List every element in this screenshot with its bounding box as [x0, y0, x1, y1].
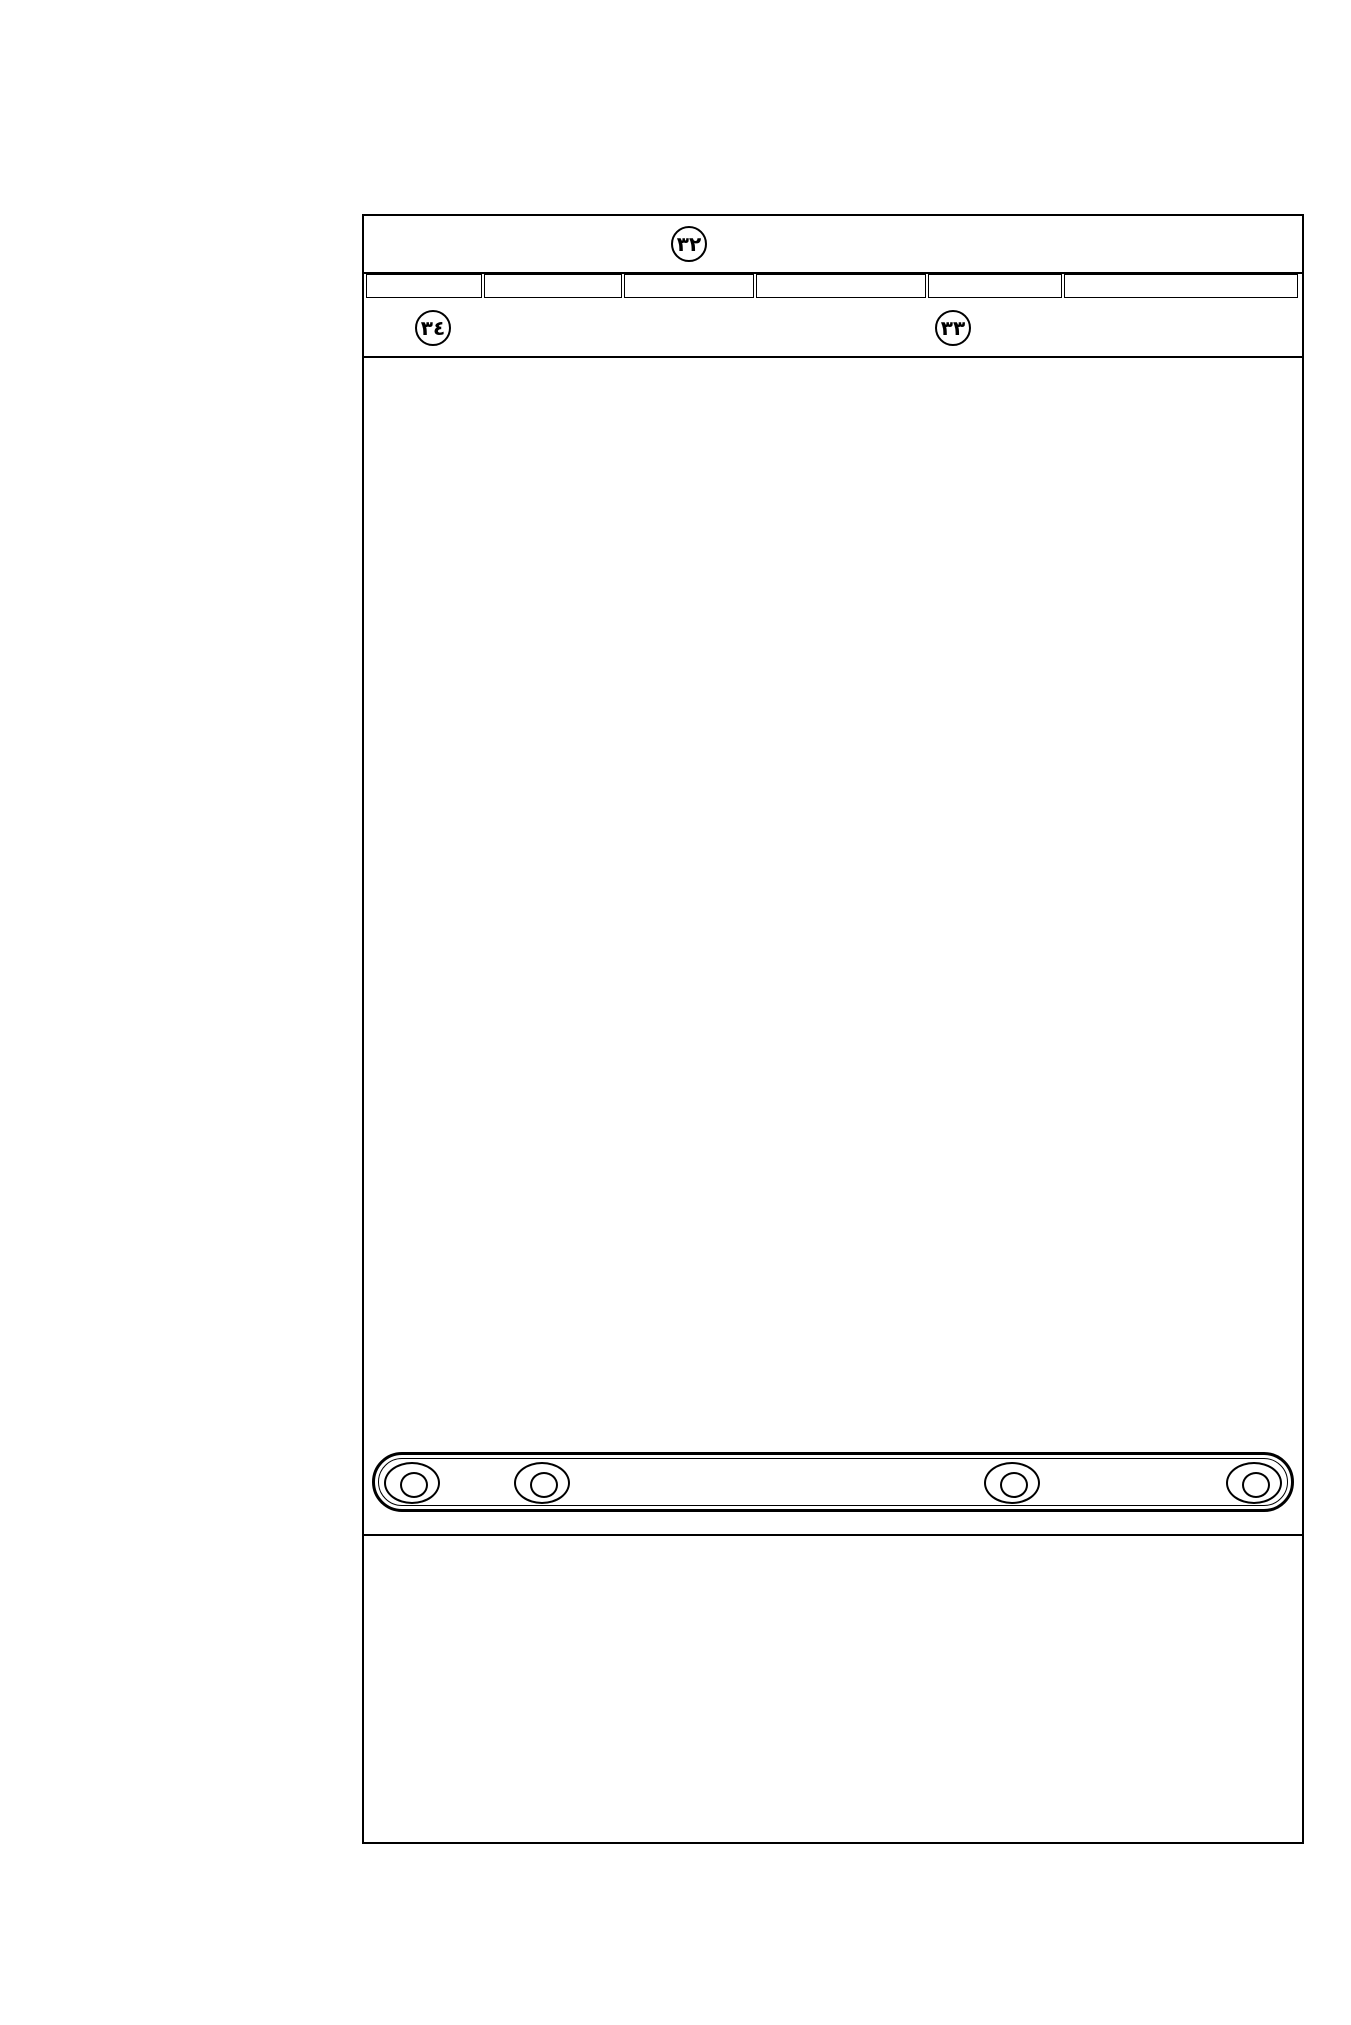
word-by-word-grid — [362, 214, 1304, 1844]
ornament-icon — [1226, 1462, 1282, 1504]
arabic-word — [654, 300, 722, 356]
ayah-circle-icon: ٣٢ — [671, 226, 707, 262]
word-translation-cell — [928, 274, 1062, 298]
ayah-circle-icon: ٣٤ — [415, 310, 451, 346]
word-translation-cell — [484, 274, 622, 298]
ornament-icon — [984, 1462, 1040, 1504]
surah-banner — [364, 1438, 1302, 1538]
word-translation-cell — [366, 274, 482, 298]
arabic-word — [1004, 300, 1298, 356]
surah-title — [364, 1534, 1302, 1536]
arabic-word — [756, 216, 926, 272]
verse-number-cell — [624, 274, 754, 298]
banner-surah-name — [584, 1460, 974, 1506]
arabic-word — [1064, 216, 1298, 272]
word-translation-cell — [756, 274, 926, 298]
arabic-word — [928, 216, 1062, 272]
arabic-word — [724, 300, 800, 356]
arabic-row — [364, 216, 1302, 274]
page-number — [0, 160, 1351, 200]
ornament-icon — [384, 1462, 440, 1504]
arabic-word — [366, 216, 482, 272]
ornament-icon — [514, 1462, 570, 1504]
page-footer — [370, 1857, 394, 1883]
arabic-row — [364, 300, 1302, 358]
banner-ayat-count — [1064, 1460, 1224, 1506]
translation-row — [364, 274, 1302, 300]
ayah-end-marker — [904, 300, 1002, 356]
ayah-end-marker — [624, 216, 754, 272]
arabic-word — [802, 300, 902, 356]
ayah-end-marker — [366, 300, 500, 356]
arabic-word — [502, 300, 652, 356]
ayah-circle-icon: ٣٣ — [935, 310, 971, 346]
banner-ruku-count — [434, 1460, 514, 1506]
arabic-word — [484, 216, 622, 272]
word-translation-cell — [1064, 274, 1298, 298]
